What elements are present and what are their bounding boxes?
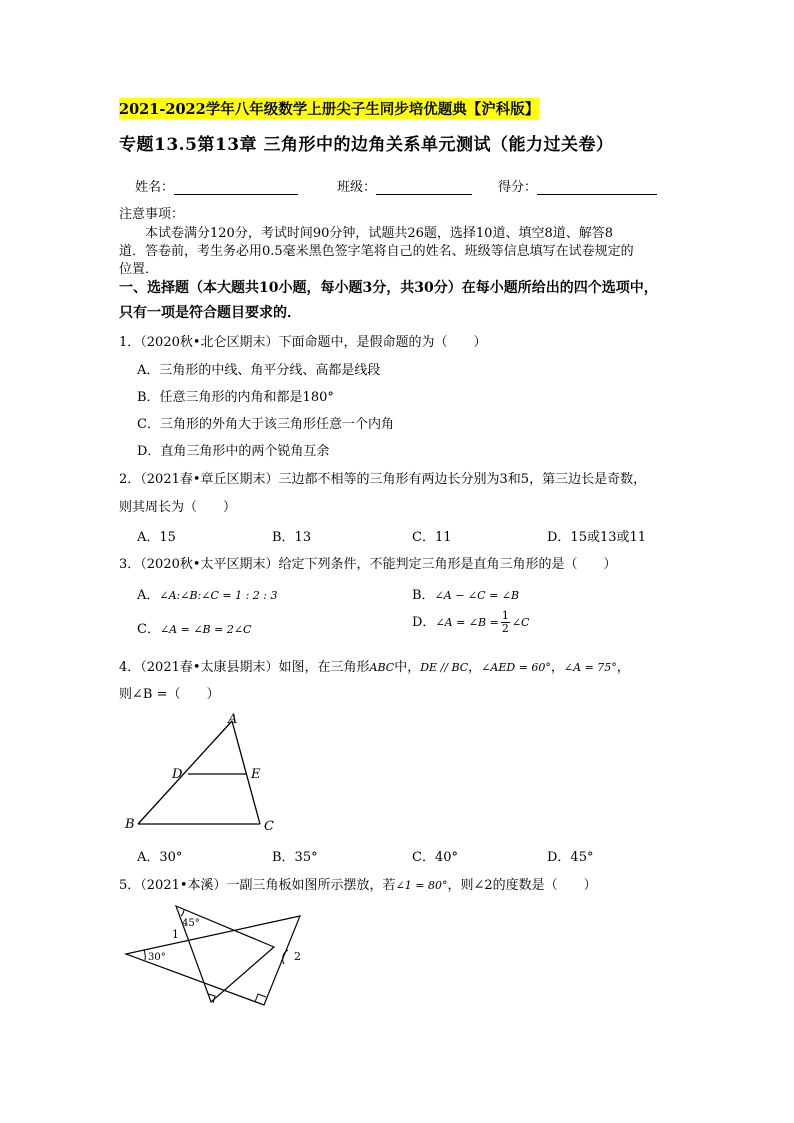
class-field[interactable] <box>337 176 472 195</box>
section-1-heading-line-2: 只有一项是符合题目要求的． <box>119 305 301 321</box>
q4-sep-2: ， <box>550 660 564 675</box>
q5-label-angle-2: 2 <box>294 950 301 963</box>
score-blank[interactable] <box>537 180 657 195</box>
q4-option-d[interactable]: D．45° <box>547 850 594 865</box>
name-label: 姓名： <box>135 180 175 195</box>
q3-option-d-fraction <box>501 610 510 635</box>
q3-option-a-prefix: A． <box>137 588 160 603</box>
q1-option-b[interactable]: B．任意三角形的内角和都是180° <box>137 390 334 405</box>
q4-option-c[interactable]: C．40° <box>412 850 458 865</box>
q2-stem-line-1: 2．（2021春•章丘区期末）三边都不相等的三角形有两边长分别为3和5，第三边长是奇数， <box>119 472 647 487</box>
q3-option-b-prefix: B． <box>412 588 435 603</box>
class-blank[interactable] <box>376 180 472 195</box>
q2-option-b[interactable]: B．13 <box>272 530 312 545</box>
notice-line-1: 本试卷满分120分，考试时间90分钟，试题共26题，选择10道、填空8道、解答8 <box>145 226 613 241</box>
q3-option-d-denominator: 2 <box>501 622 509 635</box>
q3-option-c-prefix: C． <box>137 622 160 637</box>
q4-label-c: C <box>264 819 274 834</box>
q4-stem-text-b: 中， <box>394 660 421 675</box>
q3-option-d-expr: ∠A = ∠B = <box>435 616 499 629</box>
q4-option-a[interactable]: A．30° <box>137 850 183 865</box>
q2-option-c[interactable]: C．11 <box>412 530 452 545</box>
q1-option-c[interactable]: C．三角形的外角大于该三角形任意一个内角 <box>137 417 394 432</box>
q4-label-a: A <box>228 712 238 727</box>
q4-condition-a: ∠A = 75° <box>563 661 617 674</box>
q4-condition-aed: ∠AED = 60° <box>481 661 551 674</box>
q5-label-angle-1: 1 <box>172 928 179 941</box>
q4-stem-line-2: 则∠B =（ ） <box>119 687 220 702</box>
q3-option-d[interactable] <box>412 610 529 635</box>
q3-option-a[interactable] <box>137 584 278 603</box>
q5-set-squares-figure <box>118 898 318 1010</box>
section-1-heading-line-1: 一、选择题（本大题共10小题，每小题3分，共30分）在每小题所给出的四个选项中， <box>119 280 658 296</box>
q5-condition: ∠1 = 80° <box>395 879 448 892</box>
score-label: 得分： <box>498 180 538 195</box>
q2-option-d[interactable]: D．15或13或11 <box>547 530 647 545</box>
q3-option-a-expr: ∠A:∠B:∠C = 1 : 2 : 3 <box>159 589 278 602</box>
q3-option-d-numerator: 1 <box>501 609 509 622</box>
q5-arc-30 <box>144 950 145 960</box>
q1-option-a[interactable]: A．三角形的中线、角平分线、高都是线段 <box>137 363 381 378</box>
q4-stem-line-1 <box>119 656 630 675</box>
q3-option-c-expr: ∠A = ∠B = 2∠C <box>159 623 252 636</box>
q1-stem: 1．（2020秋•北仑区期末）下面命题中，是假命题的为（ ） <box>119 335 487 350</box>
q4-stem-text-a: 4．（2021春•太康县期末）如图，在三角形 <box>119 660 370 675</box>
q5-stem-text-a: 5．（2021•本溪）一副三角板如图所示摆放，若 <box>119 878 396 893</box>
q5-arc-45 <box>181 910 184 916</box>
score-field[interactable] <box>498 176 657 195</box>
q3-option-d-tail: ∠C <box>511 616 530 629</box>
class-label: 班级： <box>337 180 377 195</box>
q3-option-b[interactable] <box>412 584 519 603</box>
q4-triangle-name: ABC <box>369 661 395 674</box>
q3-option-d-prefix: D． <box>412 615 436 630</box>
q5-right-angle-mark-1 <box>255 994 266 1002</box>
name-blank[interactable] <box>174 180 298 195</box>
name-field[interactable] <box>135 176 298 195</box>
q5-label-30: 30° <box>148 952 166 963</box>
q3-option-c[interactable] <box>137 618 251 637</box>
q5-stem-text-b: ，则∠2的度数是（ ） <box>447 878 597 893</box>
q2-stem-line-2: 则其周长为（ ） <box>119 500 237 515</box>
q5-label-45: 45° <box>182 918 200 929</box>
q3-stem: 3．（2020秋•太平区期末）给定下列条件，不能判定三角形是直角三角形的是（ ） <box>119 557 617 572</box>
q4-label-e: E <box>251 767 261 782</box>
page-title: 专题13.5第13章 三角形中的边角关系单元测试（能力过关卷） <box>119 135 614 155</box>
q4-sep-3: ， <box>616 660 630 675</box>
q2-option-a[interactable]: A．15 <box>137 530 176 545</box>
q5-stem <box>119 874 597 893</box>
notice-heading: 注意事项： <box>119 207 185 222</box>
q4-sep-1: ， <box>468 660 482 675</box>
q3-option-b-expr: ∠A − ∠C = ∠B <box>434 589 520 602</box>
notice-line-3: 位置． <box>119 262 159 277</box>
notice-line-2: 道．答卷前，考生务必用0.5毫米黑色签字笔将自己的姓名、班级等信息填写在试卷规定的 <box>119 244 634 259</box>
q4-label-d: D <box>172 767 183 782</box>
q4-side-ab <box>138 721 232 824</box>
series-title-highlight: 2021-2022学年八年级数学上册尖子生同步培优题典【沪科版】 <box>119 98 539 119</box>
q1-option-d[interactable]: D．直角三角形中的两个锐角互余 <box>137 444 330 459</box>
q4-triangle-figure <box>115 708 285 838</box>
q4-label-b: B <box>125 817 135 832</box>
q4-option-b[interactable]: B．35° <box>272 850 318 865</box>
q4-condition-parallel: DE // BC <box>420 661 469 674</box>
